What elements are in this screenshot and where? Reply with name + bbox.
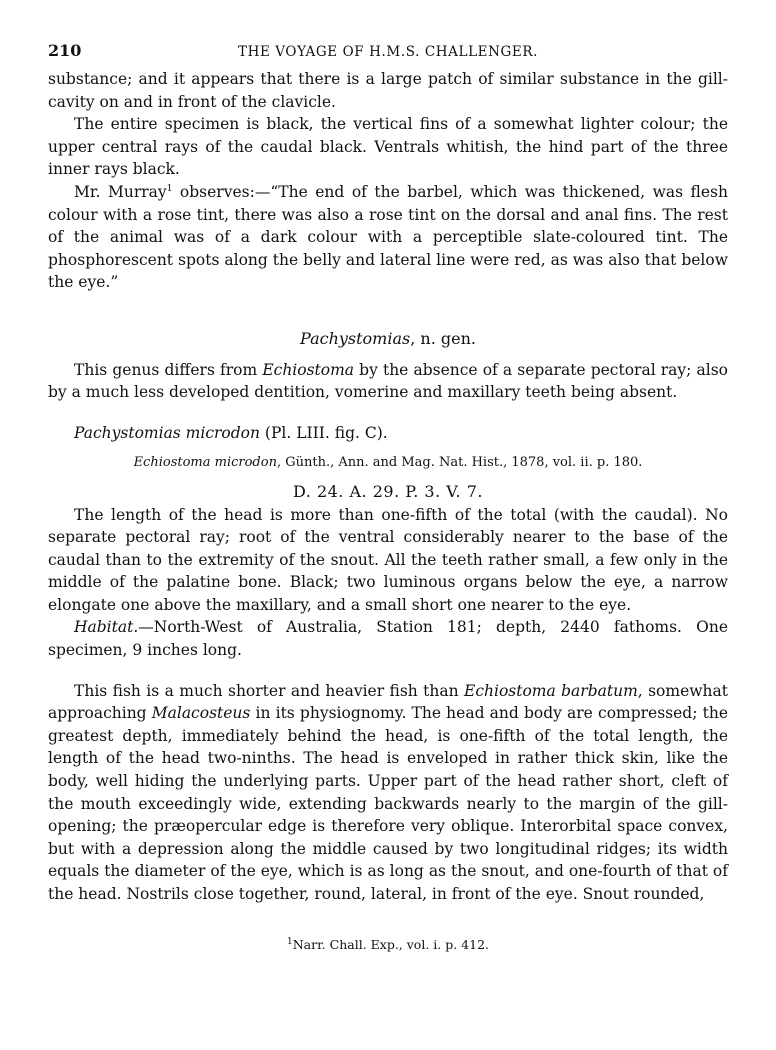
murray-name: Mr. Murray: [74, 182, 167, 201]
genus-desc-italic: Echiostoma: [262, 360, 355, 379]
genus-description: [48, 359, 728, 404]
species-title: [74, 422, 728, 445]
physiognomy-italic-2: Malacosteus: [151, 704, 251, 723]
physiognomy-text-2: , somewhat approaching: [48, 681, 728, 723]
species-description: The length of the head is more than one-fifth of the total (with the caudal). No separate pectoral ray; root of the ventral considerably nearer to the base of the caudal than to the extremity of the snout. All the teeth rather small, a few only in the middle of the palatine bone. Black; two luminous organs below the eye, a narrow elongate one above the maxillary, and a small short one nearer to the eye.: [48, 505, 728, 614]
physiognomy-text-1: This fish is a much shorter and heavier fish than: [74, 681, 465, 700]
footnote-reference[interactable]: 1: [166, 183, 173, 194]
plate-reference: (Pl. LIII. fig. C).: [260, 423, 388, 442]
paragraph-colour: The entire specimen is black, the vertical fins of a somewhat lighter colour; the upper central rays of the caudal black. Ventrals whitish, the hind part of the three inner rays black.: [48, 115, 728, 179]
genus-suffix: , n. gen.: [410, 328, 476, 348]
page-number: 210: [48, 41, 82, 60]
synonym-name: Echiostoma microdon: [133, 455, 277, 471]
habitat-label: Habitat.: [74, 618, 139, 637]
paragraph-physiognomy: [48, 680, 728, 906]
habitat-text: —North-West of Australia, Station 181; depth, 2440 fathoms. One specimen, 9 inches long.: [48, 618, 728, 660]
paragraph-continued: substance; and it appears that there is a large patch of similar substance in the gill-cavity on and in front of the clavicle.: [48, 70, 728, 111]
genus-desc-text: This genus differs from: [74, 360, 263, 379]
physiognomy-italic-1: Echiostoma barbatum: [464, 681, 638, 700]
synonym-reference: , Günth., Ann. and Mag. Nat. Hist., 1878, vol. ii. p. 180.: [276, 455, 643, 471]
habitat-paragraph: [48, 616, 728, 661]
spacer: [48, 662, 728, 680]
footnote-mark: 1: [286, 936, 293, 947]
fin-formula: D. 24. A. 29. P. 3. V. 7.: [293, 481, 483, 501]
genus-name: Pachystomias: [300, 328, 411, 348]
page-header: [48, 40, 728, 64]
genus-heading: [48, 328, 728, 351]
footnote: [0, 934, 776, 957]
species-name: Pachystomias microdon: [74, 423, 260, 442]
physiognomy-text-3: in its physiognomy. The head and body are compressed; the greatest depth, immediately behind the head, is one-fifth of the total length, the length of the head two-ninths. The head is enveloped in rather thick skin, like the body, well hiding the underlying parts. Upper part of the head rather short, cleft of the mouth exceedingly wide, extending backwards nearly to the margin of the gill-opening; the præopercular edge is therefore very oblique. Interorbital space convex, but with a depression along the middle caused by two longitudinal ridges; its width equals the diameter of the eye, which is as long as the snout, and one-fourth of that of the head. Nostrils close together, round, lateral, in front of the eye. Snout rounded,: [48, 704, 728, 903]
murray-quote: observes:—“The end of the barbel, which was thickened, was flesh colour with a rose tint, there was also a rose tint on the dorsal and anal fins. The rest of the animal was of a dark colour with a perceptible slate-coloured tint. The phosphorescent spots along the belly and lateral line were red, as was also that below the eye.”: [48, 182, 728, 292]
paragraph-murray: [48, 181, 728, 294]
synonym-line: [48, 452, 728, 475]
running-title: THE VOYAGE OF H.M.S. CHALLENGER.: [237, 44, 539, 60]
footnote-text: Narr. Chall. Exp., vol. i. p. 412.: [292, 937, 489, 952]
genus-desc-text-2: by the absence of a separate pectoral ray; also by a much less developed dentition, vomerine and maxillary teeth being absent.: [48, 360, 729, 402]
